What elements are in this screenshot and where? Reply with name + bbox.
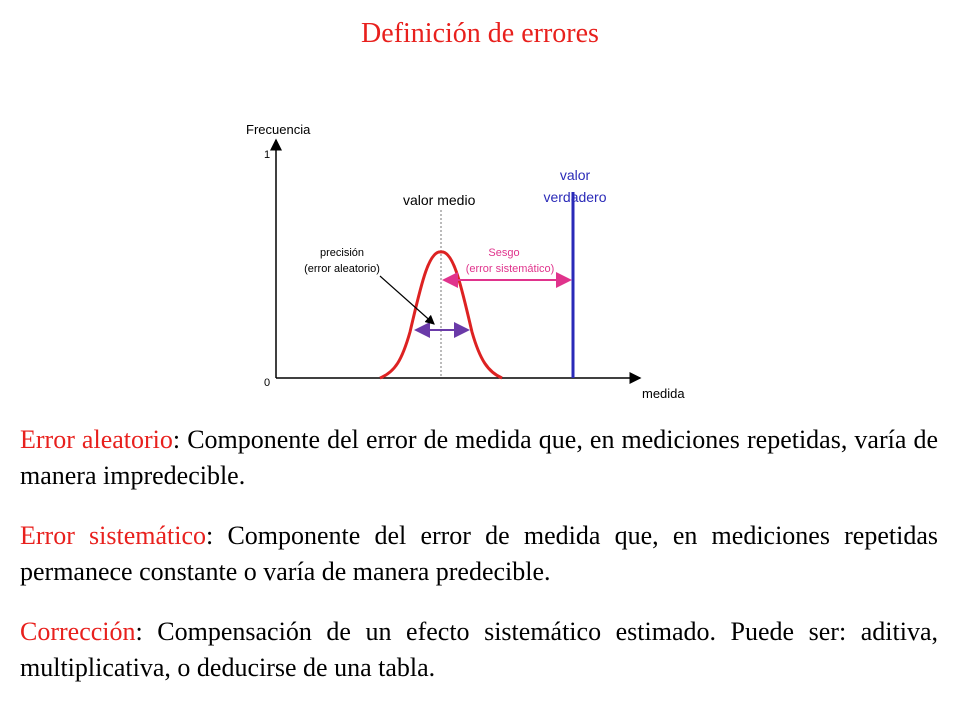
page-title: Definición de errores xyxy=(361,18,599,49)
y-axis-label: Frecuencia xyxy=(246,122,311,137)
precision-label-1: precisión xyxy=(319,247,365,259)
x-axis-label: medida xyxy=(642,386,685,401)
definition-term: Corrección xyxy=(20,617,136,646)
bias-label-1: Sesgo xyxy=(488,247,520,259)
error-diagram xyxy=(230,110,730,410)
definition-correction xyxy=(20,614,938,686)
true-value-label-2: verdadero xyxy=(543,189,607,205)
mean-label: valor medio xyxy=(403,192,476,208)
definition-text: : Componente del error de medida que, en mediciones repetidas, varía de manera impredecible. xyxy=(20,425,938,490)
precision-pointer xyxy=(380,276,434,324)
y-tick-bottom: 0 xyxy=(264,377,271,389)
definition-text: : Compensación de un efecto sistemático estimado. Puede ser: aditiva, multiplicativa, o deducirse de una tabla. xyxy=(20,617,938,682)
definition-random-error xyxy=(20,422,938,494)
definition-systematic-error xyxy=(20,518,938,590)
true-value-label-1: valor xyxy=(559,167,591,183)
definition-term: Error sistemático xyxy=(20,521,207,550)
definition-term: Error aleatorio xyxy=(20,425,173,454)
definition-text: : Componente del error de medida que, en mediciones repetidas permanece constante o varía de manera predecible. xyxy=(20,521,938,586)
precision-label-2: (error aleatorio) xyxy=(304,263,380,275)
bias-label-2: (error sistemático) xyxy=(465,263,555,275)
y-tick-top: 1 xyxy=(264,149,271,161)
